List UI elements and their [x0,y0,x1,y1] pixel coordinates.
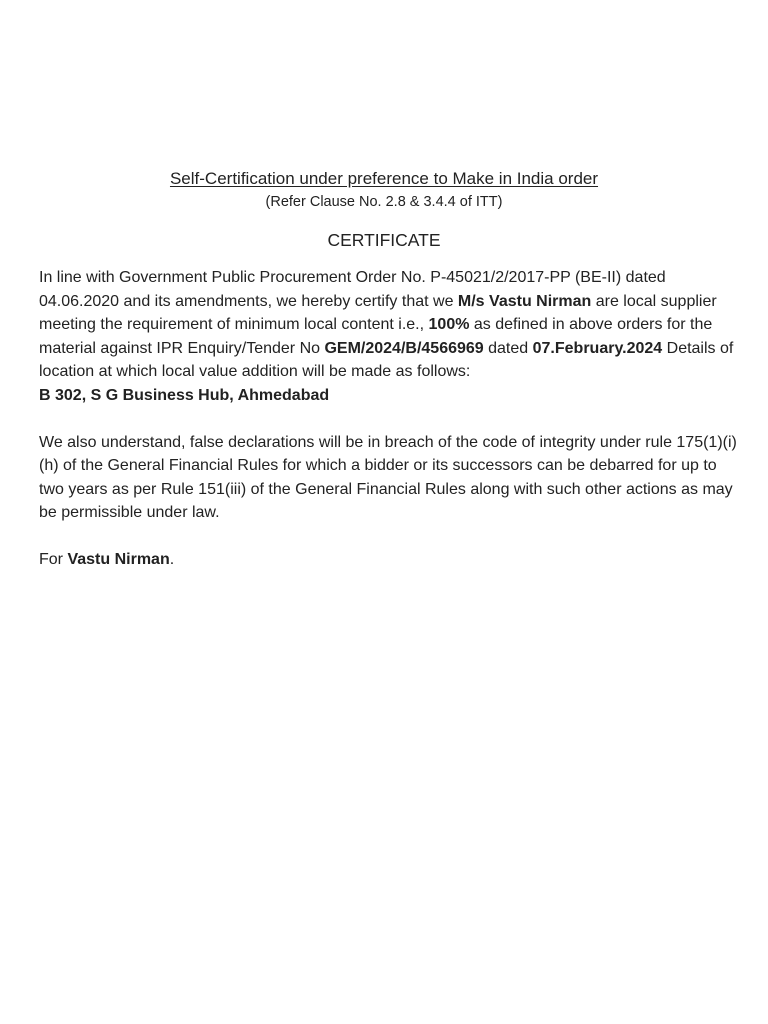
tender-date: 07.February.2024 [532,339,663,357]
declaration-text-part: are local supplier meeting the requirement of minimum local content i.e., [39,292,717,333]
integrity-paragraph: We also understand, false declarations will be in breach of the code of integrity under rule 175(1)(i)(h) of the General Financial Rules for which a bidder or its successors can be debarred for up to two years as per Rule 151(iii) of the General Financial Rules along with such other actions as may be permissible under law. [39,433,737,521]
signoff-prefix: For [39,551,68,568]
value-addition-location: B 302, S G Business Hub, Ahmedabad [39,386,330,404]
paragraph-spacer [39,525,739,549]
paragraph-spacer [39,407,739,431]
certificate-body [39,266,739,572]
local-content-percentage: 100% [428,316,470,333]
declaration-paragraph [39,266,739,407]
signoff-line [39,548,739,572]
signoff-company: Vastu Nirman [67,551,170,568]
certificate-heading: CERTIFICATE [327,230,441,250]
tender-number: GEM/2024/B/4566969 [324,339,484,357]
document-title: Self-Certification under preference to Make in India order [169,169,599,188]
declaration-lead-text: In line with Government Public Procurement Order No. P-45021/2/2017-PP (BE-II) dated 04.06.2020 and its amendments, we hereby certify that we [39,269,666,310]
declaration-text-part: dated [483,339,533,357]
declaration-text-part: as defined in above orders for the material against IPR Enquiry/Tender No [39,316,713,357]
declaration-text-part: Details of location at which local value addition will be made as follows: [39,339,734,380]
company-name: M/s Vastu Nirman [457,292,592,310]
clause-reference: (Refer Clause No. 2.8 & 3.4.4 of ITT) [265,194,503,210]
signoff-suffix: . [169,551,175,568]
